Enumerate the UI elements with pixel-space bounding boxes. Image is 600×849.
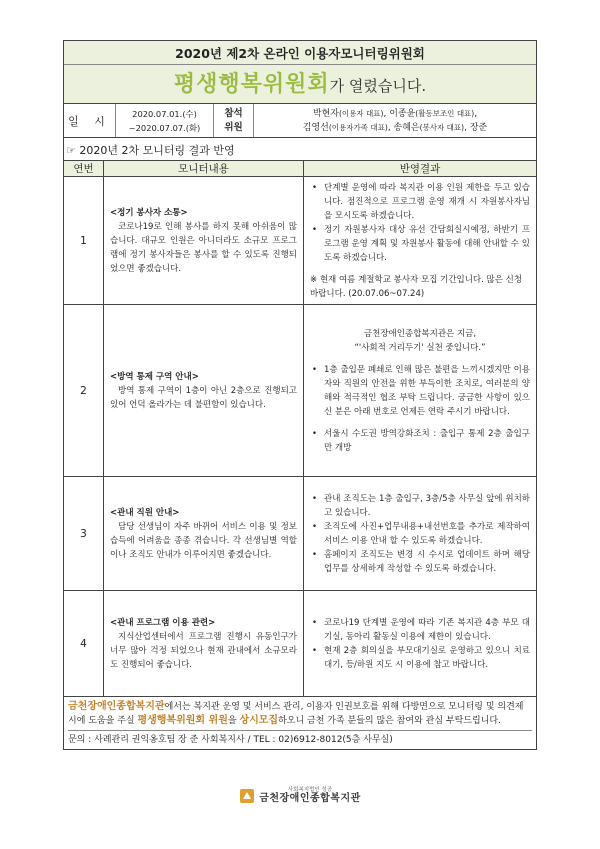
result-item: • 단계별 운영에 따라 복지관 이용 인원 제한을 두고 있습니다. 점진적으로 프로그램 운영 재개 시 자원봉사자님을 모시도록 하겠습니다. bbox=[310, 181, 530, 223]
footer-contact: 문의 : 사례관리 권익옹호팀 장 준 사회복지사 / TEL : 02)6912-8012(5층 사무실) bbox=[68, 730, 532, 747]
logo-small-text: 사회복지법인 성공 bbox=[287, 787, 333, 794]
header-result: 반영결과 bbox=[304, 161, 537, 177]
footer-org: 금천장애인종합복지관 bbox=[68, 701, 165, 712]
member-name: 장준 bbox=[469, 122, 488, 133]
monitor-title: <정기 봉사자 소통> bbox=[110, 207, 188, 218]
monitor-title: <방역 통제 구역 안내> bbox=[110, 371, 199, 382]
result-content bbox=[304, 177, 537, 305]
monitor-text: 코로나19로 인해 봉사를 하지 못해 아쉬움이 많습니다. 대규모 인원은 아니더라도 소규모 프로그램에 정기 봉사자들은 봉사를 할 수 있도록 진행되었으면 좋겠습니다. bbox=[110, 221, 297, 274]
footer-committee: 평생행복위원회 위원 bbox=[137, 715, 228, 726]
header-monitor: 모니터내용 bbox=[104, 161, 304, 177]
members-line-2: 김영선(이용자가족 대표), 송혜은(봉사자 대표), 장준 bbox=[302, 122, 488, 133]
header-title: 2020년 제2차 온라인 이용자모니터링위원회 bbox=[64, 41, 536, 65]
table-row bbox=[64, 477, 537, 591]
result-item: • 코로나19 단계별 운영에 따라 기존 복지관 4층 부모 대기실, 동아리 활동실 이용에 제한이 있습니다. bbox=[310, 616, 530, 644]
table-row bbox=[64, 177, 537, 305]
monitor-title: <관내 직원 안내> bbox=[110, 507, 180, 518]
table-row bbox=[64, 591, 537, 697]
member-name: 김영선 bbox=[302, 122, 329, 133]
result-item: • 홈페이지 조직도는 변경 시 수시로 업데이트 하며 해당 업무를 상세하게 작성할 수 있도록 하겠습니다. bbox=[310, 548, 530, 576]
monitor-content bbox=[104, 477, 304, 591]
footer-text bbox=[68, 700, 532, 728]
meeting-dates bbox=[116, 104, 214, 137]
date-start: 2020.07.01.(수) bbox=[132, 108, 197, 119]
results-table bbox=[63, 160, 537, 697]
table-header-row bbox=[64, 161, 537, 177]
result-content bbox=[304, 305, 537, 477]
date-label: 일 시 bbox=[64, 104, 116, 137]
members-line-1: 박현자(이용자 대표), 이종윤(활동보조인 대표), bbox=[312, 108, 478, 119]
header-num: 연번 bbox=[64, 161, 104, 177]
footer-text-3: 하오니 금천 가족 분들의 많은 참여와 관심 부탁드립니다. bbox=[278, 716, 501, 726]
table-row bbox=[64, 305, 537, 477]
footer-notice bbox=[63, 697, 537, 750]
members-list bbox=[254, 104, 536, 137]
result-intro-1: 금천장애인종합복지관은 지금, bbox=[363, 328, 477, 339]
result-item: • 서울시 수도권 방역강화조치 : 출입구 통제 2층 출입구만 개방 bbox=[310, 427, 530, 455]
result-item: • 정기 자원봉사자 대상 유선 간담회실시예정, 하반기 프로그램 운영 계획 및 자원봉사 활동에 대해 안내할 수 있도록 하겠습니다. bbox=[310, 223, 530, 265]
footer-recruit: 상시모집 bbox=[239, 715, 279, 726]
member-role: (이용자가족 대표) bbox=[328, 122, 388, 132]
result-intro-2: “'사회적 거리두기' 실천 중입니다.” bbox=[354, 342, 486, 353]
footer-text-1: 에서는 복지관 운영 및 서비스 관리, 이용자 인권보호를 위해 다방면으로 모니터링 및 의견제시에 도움을 주실 bbox=[68, 702, 524, 726]
row-number: 4 bbox=[64, 591, 104, 697]
result-item: • 조직도에 사진+업무내용+내선번호를 추가로 제작하여 서비스 이용 안내 할 수 있도록 하겠습니다. bbox=[310, 520, 530, 548]
member-name: 송혜은 bbox=[393, 122, 420, 133]
row-number: 3 bbox=[64, 477, 104, 591]
monitor-content bbox=[104, 177, 304, 305]
result-content bbox=[304, 591, 537, 697]
result-content bbox=[304, 477, 537, 591]
notice-page bbox=[63, 40, 537, 750]
monitor-text: 담당 선생님이 자주 바뀌어 서비스 이용 및 정보 습득에 어려움을 종종 겪습니다. 각 선생님별 역할이나 조직도 안내가 이루어지면 좋겠습니다. bbox=[110, 521, 297, 560]
member-role: (봉사자 대표) bbox=[419, 122, 465, 132]
monitor-content bbox=[104, 305, 304, 477]
monitor-text: 지식산업센터에서 프로그램 진행시 유동인구가 너무 많아 걱정 되었으나 현재 관내에서 소규모라도 진행되어 좋습니다. bbox=[110, 631, 297, 670]
member-name: 박현자 bbox=[312, 108, 339, 119]
member-name: 이종윤 bbox=[389, 108, 416, 119]
row-number: 2 bbox=[64, 305, 104, 477]
org-logo bbox=[0, 788, 600, 804]
committee-name: 평생행복위원회 bbox=[173, 72, 330, 97]
member-role: (활동보조인 대표) bbox=[415, 108, 475, 118]
monitor-text: 방역 통제 구역이 1층이 아닌 2층으로 진행되고 있어 언덕 올라가는 데 불편함이 있습니다. bbox=[110, 385, 297, 410]
members-label bbox=[214, 104, 254, 137]
footer-text-2: 을 bbox=[227, 716, 240, 726]
members-label-line1: 참석 bbox=[224, 107, 243, 119]
members-label-line2: 위원 bbox=[224, 121, 243, 133]
member-role: (이용자 대표) bbox=[338, 108, 384, 118]
logo-name: 금천장애인종합복지관 bbox=[259, 792, 361, 804]
result-item: • 1층 출입문 폐쇄로 인해 많은 불편을 느끼시겠지만 이용자와 직원의 안전을 위한 부득이한 조치로, 여러분의 양해와 적극적인 협조 부탁 드립니다. 궁금한 사항이 있으신 분은 아래 번호로 언제든 연락 주시기 바랍니다. bbox=[310, 363, 530, 419]
result-note: ※ 현재 여름 계절학교 봉사자 모집 기간입니다. 많은 신청 바랍니다. (20.07.06~07.24) bbox=[310, 274, 523, 299]
header-subtitle bbox=[64, 65, 536, 103]
logo-icon bbox=[239, 788, 255, 804]
header bbox=[63, 40, 537, 104]
meeting-info bbox=[63, 104, 537, 138]
monitor-title: <관내 프로그램 이용 관련> bbox=[110, 617, 216, 628]
result-item: • 관내 조직도는 1층 출입구, 3층/5층 사무실 앞에 위치하고 있습니다. bbox=[310, 492, 530, 520]
result-item: • 현재 2층 회의실을 부모대기실로 운영하고 있으니 치료 대기, 등/하원 지도 시 이용에 참고 바랍니다. bbox=[310, 644, 530, 672]
monitor-content bbox=[104, 591, 304, 697]
header-suffix: 가 열렸습니다. bbox=[329, 77, 427, 95]
date-end: ~2020.07.07.(화) bbox=[128, 122, 201, 133]
row-number: 1 bbox=[64, 177, 104, 305]
section-title: ☞ 2020년 2차 모니터링 결과 반영 bbox=[63, 138, 537, 160]
